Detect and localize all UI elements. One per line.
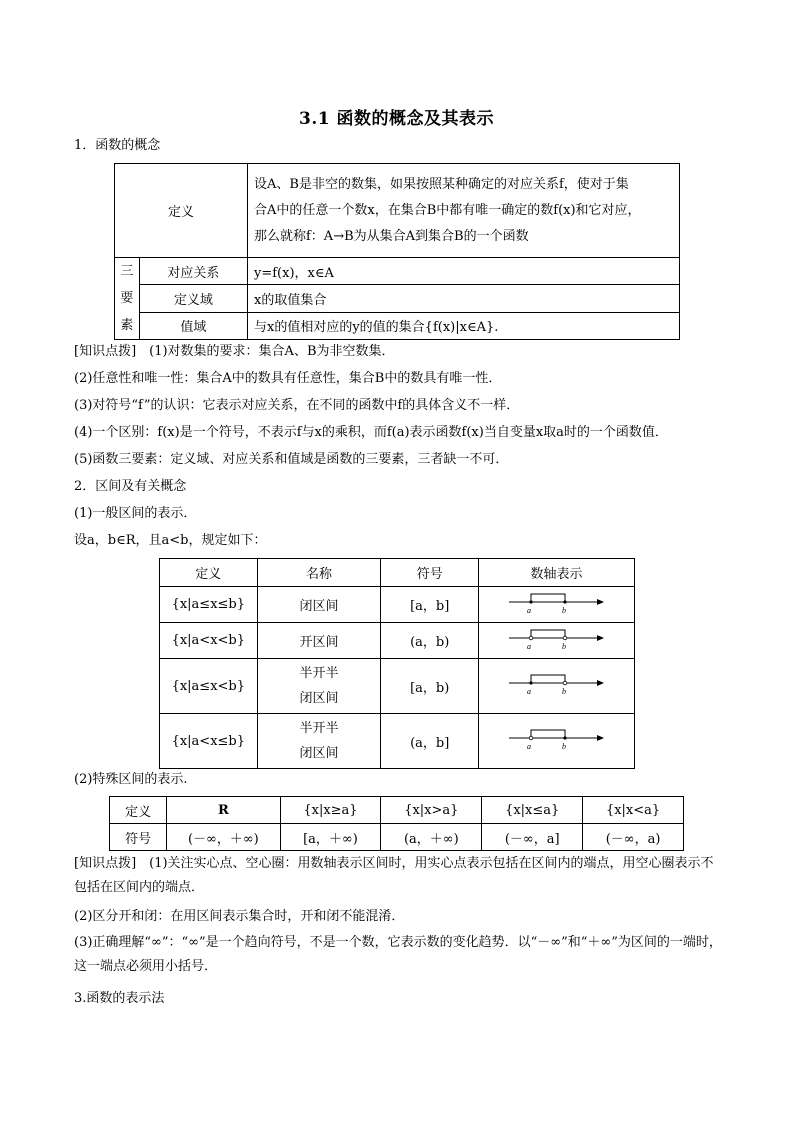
col-header: 名称 [257,559,381,587]
number-line-cell [479,587,635,623]
three-elements-label: 三 要 素 [115,258,140,340]
interval-symbol: (a，b) [381,623,479,659]
number-line-cell [479,714,635,769]
subheading: (2)特殊区间的表示. [74,772,188,787]
subheading: (1)一般区间的表示． [74,506,197,521]
number-line-diagram [507,671,607,697]
note-line: (2)任意性和唯一性：集合A中的数具有任意性，集合B中的数具有唯一性． [74,371,502,386]
paragraph: 设a，b∈R，且a<b，规定如下： [74,533,267,548]
cell: R [167,797,280,824]
row-label: 定义 [110,797,167,824]
page-title: 3.1 函数的概念及其表示 [299,109,494,129]
number-line-diagram [507,590,607,616]
row-value: 与x的值相对应的y的值的集合{f(x)|x∈A}. [248,312,680,339]
special-interval-table [109,796,684,851]
row-value: y=f(x)，x∈A [248,258,680,285]
interval-table [159,558,635,769]
interval-def: {x|a<x<b} [160,623,258,659]
interval-def: {x|a≤x≤b} [160,587,258,623]
number-line-diagram [507,626,607,652]
svg-text:b: b [561,687,566,696]
svg-text:a: a [526,641,531,651]
interval-def: {x|a<x≤b} [160,714,258,769]
cell: (－∞，a] [482,824,583,851]
number-line-cell [479,623,635,659]
interval-symbol: [a，b] [381,587,479,623]
note-line: [知识点拨] (1)对数集的要求：集合A、B为非空数集． [74,344,395,359]
interval-name: 闭区间 [257,587,381,623]
note-paragraph: [知识点拨] (1)关注实心点、空心圈：用数轴表示区间时，用实心点表示包括在区间内的端点，用空心圈表示不包括在区间内的端点． [74,856,714,895]
function-definition-table [114,163,680,340]
svg-text:b: b [561,742,566,751]
cell: {x|x≥a} [280,797,381,824]
svg-text:a: a [526,687,531,696]
def-text: 设A、B是非空的数集，如果按照某种确定的对应关系f，使对于集 合A中的任意一个数x，在集合B中都有唯一确定的数f(x)和它对应， 那么就称f：A→B为从集合A到集合B的一个函数 [248,164,680,258]
row-label: 符号 [110,824,167,851]
section-heading: 3.函数的表示法 [74,991,165,1006]
section-heading: 1．函数的概念 [74,138,161,153]
row-key: 定义域 [139,285,247,312]
def-label: 定义 [115,164,248,258]
cell: {x|x≤a} [482,797,583,824]
row-value: x的取值集合 [248,285,680,312]
number-line-cell [479,659,635,714]
note-line: (3)对符号“f”的认识：它表示对应关系，在不同的函数中f的具体含义不一样． [74,398,520,413]
cell: {x|x>a} [381,797,482,824]
svg-text:b: b [561,605,566,615]
col-header: 定义 [160,559,258,587]
row-key: 对应关系 [139,258,247,285]
interval-name: 半开半 闭区间 [257,714,381,769]
interval-name: 半开半 闭区间 [257,659,381,714]
row-key: 值域 [139,312,247,339]
cell: (－∞，＋∞) [167,824,280,851]
cell: (－∞，a) [583,824,684,851]
interval-name: 开区间 [257,623,381,659]
interval-symbol: (a，b] [381,714,479,769]
number-line-diagram [507,726,607,752]
interval-def: {x|a≤x<b} [160,659,258,714]
svg-text:a: a [526,605,531,615]
note-line: (2)区分开和闭：在用区间表示集合时，开和闭不能混淆． [74,909,405,924]
interval-symbol: [a，b) [381,659,479,714]
cell: (a，＋∞) [381,824,482,851]
note-line: (5)函数三要素：定义域、对应关系和值域是函数的三要素，三者缺一不可． [74,452,509,467]
note-paragraph: (3)正确理解“∞”：“∞”是一个趋向符号，不是一个数，它表示数的变化趋势．以“－∞”和“＋∞”为区间的一端时，这一端点必须用小括号． [74,935,722,974]
col-header: 数轴表示 [479,559,635,587]
cell: [a，＋∞) [280,824,381,851]
col-header: 符号 [381,559,479,587]
cell: {x|x<a} [583,797,684,824]
svg-text:a: a [526,742,531,751]
note-line: (4)一个区别：f(x)是一个符号，不表示f与x的乘积，而f(a)表示函数f(x)当自变量x取a时的一个函数值． [74,425,668,440]
section-heading: 2．区间及有关概念 [74,479,187,494]
svg-text:b: b [561,641,566,651]
